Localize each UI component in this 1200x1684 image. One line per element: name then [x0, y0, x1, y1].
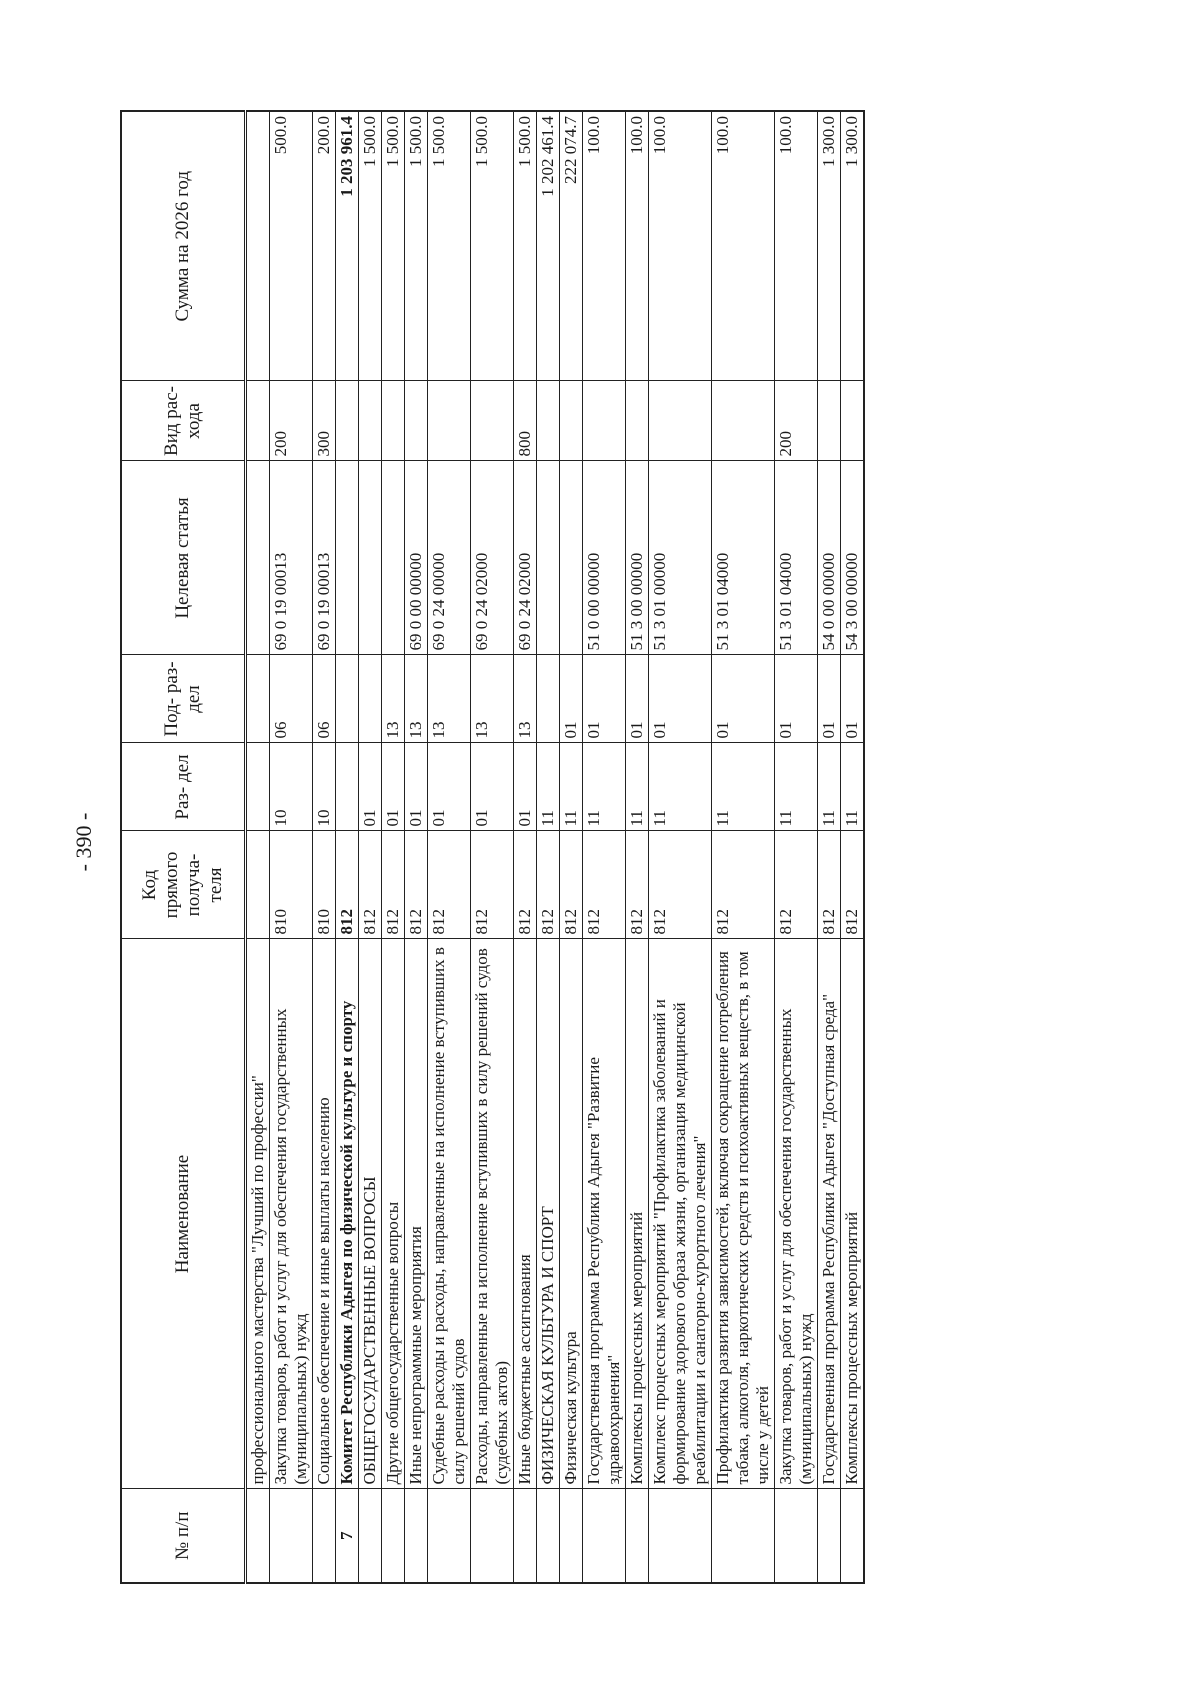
row-recipient-code: 812 — [428, 831, 471, 939]
row-subsection: 01 — [775, 655, 818, 743]
row-name: Государственная программа Республики Адыгея "Развитие здравоохранения" — [583, 939, 626, 1489]
row-number: 7 — [336, 1489, 359, 1583]
row-target-article: 51 3 01 00000 — [649, 461, 712, 655]
row-name: Иные непрограммные мероприятия — [405, 939, 428, 1489]
row-section: 10 — [270, 743, 313, 831]
row-recipient-code: 812 — [537, 831, 560, 939]
row-subsection: 01 — [560, 655, 583, 743]
row-amount — [246, 111, 270, 381]
row-target-article: 69 0 19 00013 — [313, 461, 336, 655]
row-amount: 1 500.0 — [514, 111, 537, 381]
row-target-article — [560, 461, 583, 655]
row-number — [560, 1489, 583, 1583]
table-row — [382, 111, 405, 1583]
row-subsection — [336, 655, 359, 743]
row-recipient-code: 812 — [712, 831, 775, 939]
table-row — [428, 111, 471, 1583]
table-row — [775, 111, 818, 1583]
row-target-article: 54 3 00 00000 — [841, 461, 865, 655]
row-number — [382, 1489, 405, 1583]
row-target-article: 51 3 01 04000 — [712, 461, 775, 655]
row-expense-type — [359, 381, 382, 461]
row-recipient-code: 812 — [583, 831, 626, 939]
header-row — [121, 111, 246, 1583]
row-subsection: 01 — [626, 655, 649, 743]
row-name: ФИЗИЧЕСКАЯ КУЛЬТУРА И СПОРТ — [537, 939, 560, 1489]
row-recipient-code: 812 — [359, 831, 382, 939]
row-expense-type — [405, 381, 428, 461]
row-expense-type — [537, 381, 560, 461]
row-section: 11 — [537, 743, 560, 831]
row-subsection: 06 — [313, 655, 336, 743]
row-name: Закупка товаров, работ и услуг для обеспечения государственных (муниципальных) нужд — [270, 939, 313, 1489]
header-sum: Сумма на 2026 год — [121, 111, 246, 381]
row-expense-type — [246, 381, 270, 461]
header-razdel: Раз- дел — [121, 743, 246, 831]
row-recipient-code: 812 — [626, 831, 649, 939]
row-number — [359, 1489, 382, 1583]
row-number — [583, 1489, 626, 1583]
row-recipient-code: 812 — [336, 831, 359, 939]
row-amount: 100.0 — [712, 111, 775, 381]
row-section: 01 — [471, 743, 514, 831]
table-row — [649, 111, 712, 1583]
row-section: 11 — [775, 743, 818, 831]
row-recipient-code: 812 — [405, 831, 428, 939]
row-number — [712, 1489, 775, 1583]
row-number — [246, 1489, 270, 1583]
row-subsection: 01 — [712, 655, 775, 743]
row-name: профессионального мастерства "Лучший по профессии" — [246, 939, 270, 1489]
table-row — [560, 111, 583, 1583]
row-recipient-code: 812 — [841, 831, 865, 939]
row-section: 01 — [428, 743, 471, 831]
row-subsection: 13 — [471, 655, 514, 743]
row-name: ОБЩЕГОСУДАРСТВЕННЫЕ ВОПРОСЫ — [359, 939, 382, 1489]
row-section: 11 — [560, 743, 583, 831]
header-target: Целевая статья — [121, 461, 246, 655]
table-row — [270, 111, 313, 1583]
table-row — [537, 111, 560, 1583]
row-subsection: 06 — [270, 655, 313, 743]
row-subsection — [537, 655, 560, 743]
header-num: № п/п — [121, 1489, 246, 1583]
table-row — [405, 111, 428, 1583]
row-subsection: 01 — [649, 655, 712, 743]
row-amount: 1 202 461.4 — [537, 111, 560, 381]
row-amount: 100.0 — [626, 111, 649, 381]
row-name: Закупка товаров, работ и услуг для обеспечения государственных (муниципальных) нужд — [775, 939, 818, 1489]
row-expense-type: 200 — [270, 381, 313, 461]
row-section: 11 — [841, 743, 865, 831]
row-subsection: 13 — [428, 655, 471, 743]
row-target-article — [246, 461, 270, 655]
table-row — [712, 111, 775, 1583]
row-number — [626, 1489, 649, 1583]
budget-table — [120, 110, 865, 1584]
row-recipient-code: 810 — [313, 831, 336, 939]
header-podrazdel: Под- раз- дел — [121, 655, 246, 743]
row-recipient-code: 812 — [514, 831, 537, 939]
header-vid: Вид рас- хода — [121, 381, 246, 461]
page-number: - 390 - — [71, 812, 96, 872]
row-expense-type — [560, 381, 583, 461]
row-subsection: 01 — [818, 655, 841, 743]
table-row — [471, 111, 514, 1583]
row-section: 11 — [626, 743, 649, 831]
row-expense-type — [649, 381, 712, 461]
row-target-article: 69 0 24 00000 — [428, 461, 471, 655]
row-target-article: 69 0 24 02000 — [471, 461, 514, 655]
row-recipient-code — [246, 831, 270, 939]
row-number — [405, 1489, 428, 1583]
row-section: 11 — [818, 743, 841, 831]
row-number — [471, 1489, 514, 1583]
row-amount: 100.0 — [649, 111, 712, 381]
header-code: Код прямого получа- теля — [121, 831, 246, 939]
row-target-article — [359, 461, 382, 655]
row-target-article — [336, 461, 359, 655]
table-row — [841, 111, 865, 1583]
row-amount: 1 500.0 — [428, 111, 471, 381]
table-row — [818, 111, 841, 1583]
row-name: Профилактика развития зависимостей, включая сокращение потребления табака, алкоголя, наркотических средств и психоактивных веществ, в том числе у детей — [712, 939, 775, 1489]
rotated-table-container — [120, 112, 978, 1584]
row-section: 01 — [382, 743, 405, 831]
row-number — [270, 1489, 313, 1583]
row-section: 01 — [359, 743, 382, 831]
row-recipient-code: 812 — [382, 831, 405, 939]
row-expense-type — [471, 381, 514, 461]
row-amount: 200.0 — [313, 111, 336, 381]
row-number — [428, 1489, 471, 1583]
row-target-article: 69 0 24 02000 — [514, 461, 537, 655]
row-section: 11 — [583, 743, 626, 831]
table-row — [313, 111, 336, 1583]
row-amount: 100.0 — [775, 111, 818, 381]
row-target-article — [537, 461, 560, 655]
row-number — [313, 1489, 336, 1583]
row-name: Комплекс процессных мероприятий "Профилактика заболеваний и формирование здорового образа жизни, организация медицинской реабилитации и санаторно-курортного лечения" — [649, 939, 712, 1489]
row-name: Судебные расходы и расходы, направленные на исполнение вступивших в силу решений судов — [428, 939, 471, 1489]
row-section — [246, 743, 270, 831]
row-name: Государственная программа Республики Адыгея "Доступная среда" — [818, 939, 841, 1489]
row-recipient-code: 812 — [560, 831, 583, 939]
row-section: 01 — [405, 743, 428, 831]
row-section: 10 — [313, 743, 336, 831]
row-name: Комитет Республики Адыгея по физической культуре и спорту — [336, 939, 359, 1489]
row-recipient-code: 812 — [775, 831, 818, 939]
row-section: 01 — [514, 743, 537, 831]
row-name: Комплексы процессных мероприятий — [626, 939, 649, 1489]
row-number — [649, 1489, 712, 1583]
table-row — [626, 111, 649, 1583]
row-expense-type — [428, 381, 471, 461]
row-amount: 1 500.0 — [471, 111, 514, 381]
row-target-article — [382, 461, 405, 655]
row-number — [775, 1489, 818, 1583]
row-amount: 100.0 — [583, 111, 626, 381]
row-subsection — [246, 655, 270, 743]
table-row — [336, 111, 359, 1583]
row-amount: 1 300.0 — [818, 111, 841, 381]
row-subsection — [359, 655, 382, 743]
row-name: Физическая культура — [560, 939, 583, 1489]
row-amount: 1 300.0 — [841, 111, 865, 381]
row-recipient-code: 810 — [270, 831, 313, 939]
row-section — [336, 743, 359, 831]
row-recipient-code: 812 — [471, 831, 514, 939]
row-number — [818, 1489, 841, 1583]
row-number — [841, 1489, 865, 1583]
row-recipient-code: 812 — [649, 831, 712, 939]
header-name: Наименование — [121, 939, 246, 1489]
row-expense-type: 800 — [514, 381, 537, 461]
row-number — [537, 1489, 560, 1583]
row-section: 11 — [712, 743, 775, 831]
row-amount: 222 074.7 — [560, 111, 583, 381]
table-row — [246, 111, 270, 1583]
row-name: Иные бюджетные ассигнования — [514, 939, 537, 1489]
row-expense-type: 300 — [313, 381, 336, 461]
row-recipient-code: 812 — [818, 831, 841, 939]
row-expense-type: 200 — [775, 381, 818, 461]
row-target-article: 51 0 00 00000 — [583, 461, 626, 655]
row-amount: 500.0 — [270, 111, 313, 381]
row-number — [514, 1489, 537, 1583]
row-expense-type — [818, 381, 841, 461]
table-row — [583, 111, 626, 1583]
row-subsection: 13 — [514, 655, 537, 743]
row-expense-type — [336, 381, 359, 461]
row-target-article: 51 3 01 04000 — [775, 461, 818, 655]
row-target-article: 51 3 00 00000 — [626, 461, 649, 655]
row-expense-type — [626, 381, 649, 461]
row-section: 11 — [649, 743, 712, 831]
row-amount: 1 500.0 — [359, 111, 382, 381]
row-expense-type — [382, 381, 405, 461]
row-target-article: 54 0 00 00000 — [818, 461, 841, 655]
row-target-article: 69 0 19 00013 — [270, 461, 313, 655]
table-body — [246, 111, 865, 1583]
row-name: Другие общегосударственные вопросы — [382, 939, 405, 1489]
row-expense-type — [712, 381, 775, 461]
row-name: Комплексы процессных мероприятий — [841, 939, 865, 1489]
row-amount: 1 203 961.4 — [336, 111, 359, 381]
table-row — [514, 111, 537, 1583]
row-amount: 1 500.0 — [382, 111, 405, 381]
row-expense-type — [841, 381, 865, 461]
table-row — [359, 111, 382, 1583]
row-subsection: 13 — [382, 655, 405, 743]
row-subsection: 01 — [841, 655, 865, 743]
row-amount: 1 500.0 — [405, 111, 428, 381]
row-expense-type — [583, 381, 626, 461]
row-subsection: 13 — [405, 655, 428, 743]
row-name: Расходы, направленные на исполнение вступивших в силу решений судов (судебных актов) — [471, 939, 514, 1489]
row-name: Социальное обеспечение и иные выплаты населению — [313, 939, 336, 1489]
row-subsection: 01 — [583, 655, 626, 743]
row-target-article: 69 0 00 00000 — [405, 461, 428, 655]
